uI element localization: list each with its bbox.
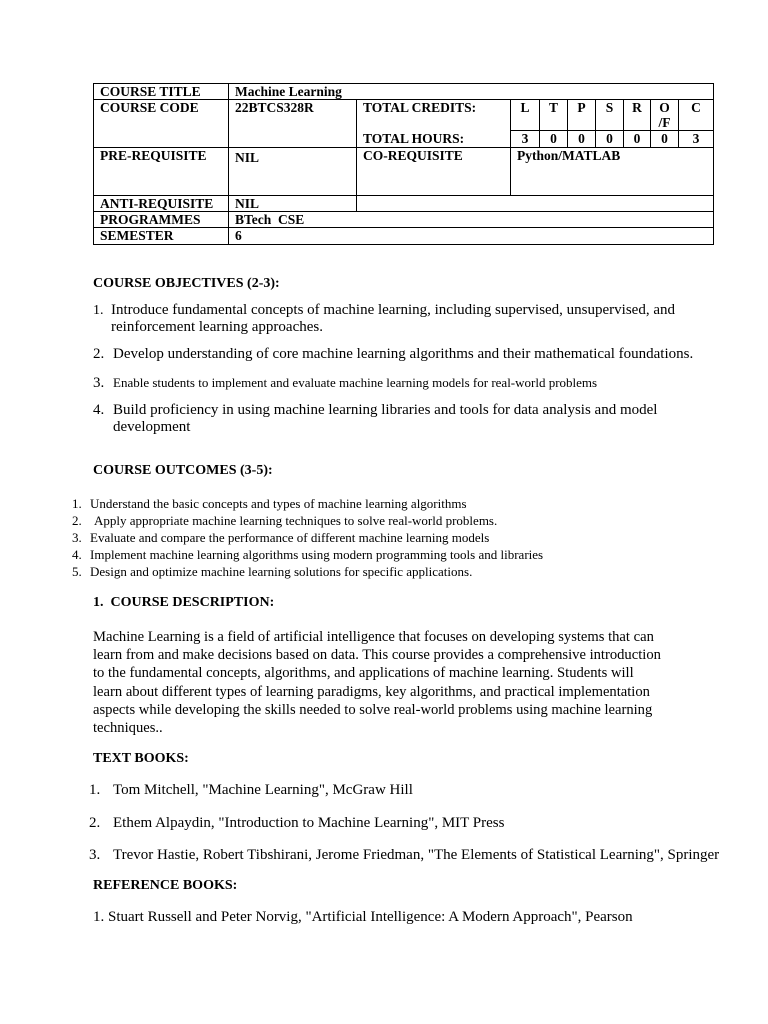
description-paragraph — [93, 628, 703, 737]
objective-text-1-line2: reinforcement learning approaches. — [111, 319, 323, 335]
description-line: learn about different types of learning paradigms, key algorithms, and practical implementation — [93, 683, 650, 700]
ltp-value-l: 3 — [511, 131, 540, 148]
outcome-item-4: 4. Implement machine learning algorithms using modern programming tools and libraries — [72, 547, 544, 562]
ltp-header-p: P — [568, 100, 596, 131]
reference-item-1: 1. Stuart Russell and Peter Norvig, "Artificial Intelligence: A Modern Approach", Pearson — [93, 909, 633, 925]
outcome-text-4: Implement machine learning algorithms using modern programming tools and libraries — [90, 547, 544, 562]
ltp-header-r: R — [624, 100, 651, 131]
prerequisite-label: PRE-REQUISITE — [94, 148, 229, 196]
outcome-item-1: 1. Understand the basic concepts and types of machine learning algorithms — [72, 496, 467, 511]
outcome-item-2: 2. Apply appropriate machine learning techniques to solve real-world problems. — [72, 513, 498, 528]
ltp-value-s: 0 — [596, 131, 624, 148]
objective-item-4 — [93, 402, 733, 436]
description-heading: 1. COURSE DESCRIPTION: — [93, 595, 275, 610]
description-line: aspects while developing the skills needed to solve real-world problems using machine learning — [93, 701, 653, 718]
course-title: Machine Learning — [229, 84, 714, 100]
objective-text-3: Enable students to implement and evaluate machine learning models for real-world problems — [113, 375, 598, 390]
antirequisite-empty — [357, 196, 714, 212]
description-line: to the fundamental concepts, algorithms, and applications of machine learning. Students will — [93, 665, 634, 682]
semester-value: 6 — [229, 228, 714, 245]
description-line: techniques.. — [93, 720, 163, 737]
textbook-item-3: 3. Trevor Hastie, Robert Tibshirani, Jerome Friedman, "The Elements of Statistical Learning", Springer — [89, 847, 720, 863]
outcomes-list — [72, 495, 692, 580]
textbooks-heading: TEXT BOOKS: — [93, 751, 189, 766]
objective-item-3 — [93, 375, 733, 391]
outcome-item-3: 3. Evaluate and compare the performance of different machine learning models — [72, 530, 490, 545]
outcome-text-5: Design and optimize machine learning solutions for specific applications. — [90, 564, 473, 579]
course-code-label: COURSE CODE — [94, 100, 229, 148]
references-heading: REFERENCE BOOKS: — [93, 878, 238, 893]
ltp-header-c: C — [679, 100, 714, 131]
description-line: Machine Learning is a field of artificial intelligence that focuses on developing systems that can — [93, 629, 654, 645]
textbook-item-1: 1. Tom Mitchell, "Machine Learning", McGraw Hill — [89, 782, 413, 798]
ltp-header-s: S — [596, 100, 624, 131]
textbook-text-1: Tom Mitchell, "Machine Learning", McGraw Hill — [113, 782, 413, 798]
outcomes-heading: COURSE OUTCOMES (3-5): — [93, 463, 273, 478]
ltp-value-of: 0 — [651, 131, 679, 148]
ltp-value-t: 0 — [540, 131, 568, 148]
programmes-value: BTech CSE — [229, 212, 714, 228]
textbook-text-3: Trevor Hastie, Robert Tibshirani, Jerome Friedman, "The Elements of Statistical Learning", Springer — [113, 847, 720, 863]
objective-num-2: 2. — [93, 346, 105, 362]
antirequisite-label: ANTI-REQUISITE — [94, 196, 229, 212]
textbook-item-2: 2. Ethem Alpaydin, "Introduction to Machine Learning", MIT Press — [89, 815, 505, 831]
ltp-header-l: L — [511, 100, 540, 131]
corequisite-label: CO-REQUISITE — [357, 148, 511, 196]
course-title-label: COURSE TITLE — [94, 84, 229, 100]
outcome-text-3: Evaluate and compare the performance of different machine learning models — [90, 530, 490, 545]
objective-text-4-line2: development — [113, 419, 191, 435]
course-info-table — [93, 83, 714, 245]
objective-num-1: 1. — [93, 303, 104, 318]
ltp-value-p: 0 — [568, 131, 596, 148]
outcome-text-1: Understand the basic concepts and types of machine learning algorithms — [90, 496, 467, 511]
total-hours-label: TOTAL HOURS: — [357, 131, 511, 148]
ltp-value-r: 0 — [624, 131, 651, 148]
objectives-heading: COURSE OBJECTIVES (2-3): — [93, 276, 280, 291]
antirequisite-value: NIL — [229, 196, 357, 212]
objective-text-4-line1: Build proficiency in using machine learning libraries and tools for data analysis and model — [113, 402, 658, 418]
description-line: learn from and make decisions based on data. This course provides a comprehensive introduction — [93, 647, 661, 664]
outcome-item-5: 5. Design and optimize machine learning solutions for specific applications. — [72, 564, 473, 579]
objective-item-2 — [93, 346, 753, 363]
semester-label: SEMESTER — [94, 228, 229, 245]
objective-text-1-line1: Introduce fundamental concepts of machine learning, including supervised, unsupervised, and — [111, 302, 675, 318]
objective-num-3: 3. — [93, 375, 105, 391]
objective-num-4: 4. — [93, 402, 105, 418]
outcome-text-2: Apply appropriate machine learning techniques to solve real-world problems. — [94, 513, 498, 528]
textbook-text-2: Ethem Alpaydin, "Introduction to Machine Learning", MIT Press — [113, 815, 505, 831]
prerequisite-value: NIL — [229, 148, 357, 196]
total-credits-label: TOTAL CREDITS: — [357, 100, 511, 131]
objective-item-1 — [93, 302, 733, 336]
ltp-header-t: T — [540, 100, 568, 131]
ltp-header-of: O /F — [651, 100, 679, 131]
ltp-value-c: 3 — [679, 131, 714, 148]
corequisite-value: Python/MATLAB — [511, 148, 714, 196]
programmes-label: PROGRAMMES — [94, 212, 229, 228]
objective-text-2: Develop understanding of core machine learning algorithms and their mathematical foundations. — [113, 346, 694, 362]
course-code: 22BTCS328R — [229, 100, 357, 148]
